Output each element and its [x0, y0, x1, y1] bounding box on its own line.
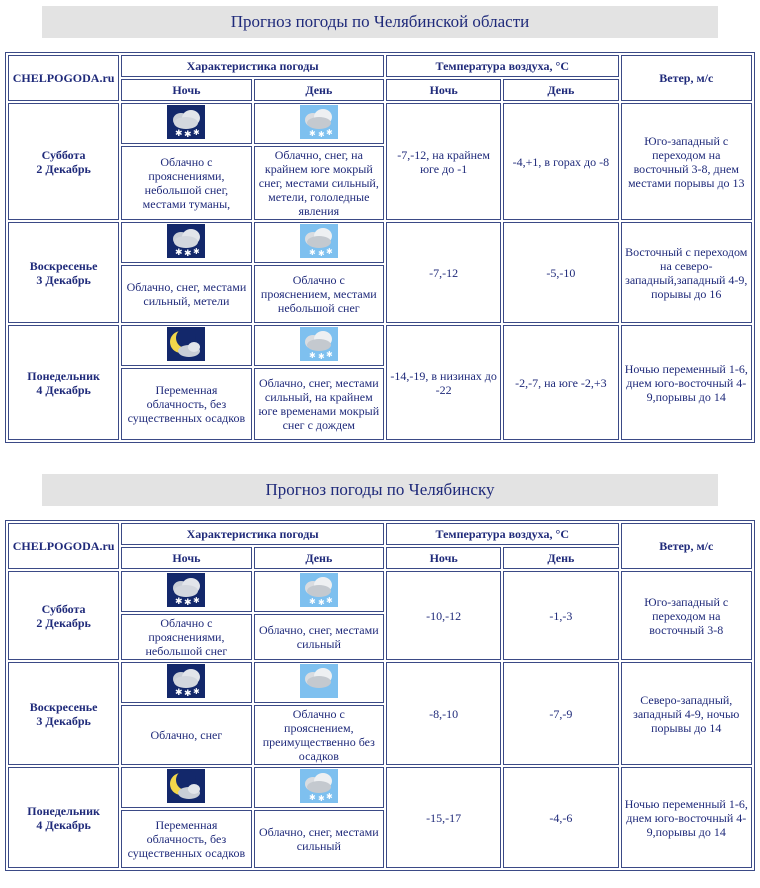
day-icon-cell — [254, 222, 384, 263]
table-row — [8, 662, 752, 703]
temp-night: -14,-19, в низинах до -22 — [386, 325, 501, 440]
svg-text:✱: ✱ — [317, 598, 325, 607]
temperature-header: Температура воздуха, °С — [386, 55, 619, 77]
svg-text:✱: ✱ — [184, 598, 192, 607]
wind: Восточный с переходом на северо-западный,западный 4-9, порывы до 16 — [621, 222, 752, 323]
svg-text:✱: ✱ — [325, 247, 333, 256]
city-forecast-table — [5, 520, 755, 871]
night-description: Облачно, снег — [121, 705, 251, 765]
day-icon-cell — [254, 767, 384, 808]
cloud-snow-icon — [167, 664, 205, 701]
table-row — [8, 103, 752, 144]
moon-cloud-icon — [167, 769, 205, 806]
temp-night-header: Ночь — [386, 79, 501, 101]
temp-night: -15,-17 — [386, 767, 501, 868]
table-row — [8, 571, 752, 612]
day-label — [8, 325, 119, 440]
svg-text:✱: ✱ — [317, 249, 325, 258]
night-description: Облачно, снег, местами сильный, метели — [121, 265, 251, 323]
temp-day: -1,-3 — [503, 571, 618, 660]
temp-night-header: Ночь — [386, 547, 501, 569]
weekday: Понедельник — [27, 368, 100, 383]
night-icon-cell — [121, 662, 251, 703]
temp-day: -7,-9 — [503, 662, 618, 765]
cloud-icon — [300, 664, 338, 701]
cloud-snow-icon — [300, 224, 338, 261]
svg-text:✱: ✱ — [193, 596, 201, 605]
temp-night: -10,-12 — [386, 571, 501, 660]
svg-text:✱: ✱ — [193, 247, 201, 256]
day-label — [8, 103, 119, 220]
svg-text:✱: ✱ — [308, 597, 316, 606]
svg-text:✱: ✱ — [308, 351, 316, 360]
temp-day: -4,-6 — [503, 767, 618, 868]
wind-header: Ветер, м/с — [621, 55, 752, 101]
day-description: Облачно с прояснением, преимущественно без осадков — [254, 705, 384, 765]
temperature-header: Температура воздуха, °С — [386, 523, 619, 545]
day-description: Облачно, снег, на крайнем юге мокрый снег, местами сильный, метели, гололедные явления — [254, 146, 384, 220]
wind-header: Ветер, м/с — [621, 523, 752, 569]
svg-text:✱: ✱ — [325, 792, 333, 801]
svg-text:✱: ✱ — [308, 248, 316, 257]
date: 2 Декабрь — [36, 615, 91, 630]
date: 3 Декабрь — [36, 713, 91, 728]
day-description: Облачно, снег, местами сильный — [254, 810, 384, 868]
day-icon-cell — [254, 325, 384, 366]
svg-text:✱: ✱ — [184, 130, 192, 139]
temp-day: -2,-7, на юге -2,+3 — [503, 325, 618, 440]
svg-text:✱: ✱ — [317, 794, 325, 803]
svg-text:✱: ✱ — [175, 129, 183, 139]
table-row — [8, 325, 752, 366]
temp-night: -7,-12 — [386, 222, 501, 323]
night-icon-cell — [121, 103, 251, 144]
temp-day: -5,-10 — [503, 222, 618, 323]
svg-text:✱: ✱ — [317, 130, 325, 139]
temp-day-header: День — [503, 79, 618, 101]
day-header: День — [254, 547, 384, 569]
svg-text:✱: ✱ — [325, 350, 333, 359]
cloud-snow-icon — [300, 105, 338, 142]
svg-text:✱: ✱ — [193, 128, 201, 137]
region-forecast-table — [5, 52, 755, 443]
date: 3 Декабрь — [36, 272, 91, 287]
region-forecast-title: Прогноз погоды по Челябинской области — [42, 6, 718, 38]
date: 4 Декабрь — [36, 382, 91, 397]
cloud-snow-icon — [167, 573, 205, 610]
date: 4 Декабрь — [36, 817, 91, 832]
weekday: Суббота — [41, 601, 86, 616]
brand-label: CHELPOGODA.ru — [8, 523, 119, 569]
night-icon-cell — [121, 222, 251, 263]
temp-night: -8,-10 — [386, 662, 501, 765]
day-header: День — [254, 79, 384, 101]
characteristics-header: Характеристика погоды — [121, 55, 384, 77]
weekday: Понедельник — [27, 803, 100, 818]
svg-text:✱: ✱ — [184, 249, 192, 258]
wind: Ночью переменный 1-6, днем юго-восточный 4-9,порывы до 14 — [621, 767, 752, 868]
table-row — [8, 767, 752, 808]
svg-text:✱: ✱ — [175, 688, 183, 698]
brand-label: CHELPOGODA.ru — [8, 55, 119, 101]
svg-text:✱: ✱ — [184, 689, 192, 698]
day-description: Облачно, снег, местами сильный — [254, 614, 384, 660]
cloud-snow-icon — [300, 573, 338, 610]
svg-text:✱: ✱ — [325, 596, 333, 605]
temp-day: -4,+1, в горах до -8 — [503, 103, 618, 220]
day-description: Облачно с прояснением, местами небольшой снег — [254, 265, 384, 323]
cloud-snow-icon — [300, 327, 338, 364]
temp-night: -7,-12, на крайнем юге до -1 — [386, 103, 501, 220]
day-label — [8, 662, 119, 765]
moon-cloud-icon — [167, 327, 205, 364]
day-label — [8, 767, 119, 868]
wind: Юго-западный с переходом на восточный 3-8 — [621, 571, 752, 660]
table-row — [8, 222, 752, 263]
night-icon-cell — [121, 325, 251, 366]
day-icon-cell — [254, 571, 384, 612]
wind: Ночью переменный 1-6, днем юго-восточный 4-9,порывы до 14 — [621, 325, 752, 440]
cloud-snow-icon — [167, 105, 205, 142]
night-icon-cell — [121, 767, 251, 808]
date: 2 Декабрь — [36, 161, 91, 176]
weekday: Воскресенье — [29, 699, 98, 714]
day-description: Облачно, снег, местами сильный, на крайнем юге временами мокрый снег с дождем — [254, 368, 384, 440]
svg-text:✱: ✱ — [175, 597, 183, 607]
weekday: Суббота — [41, 147, 86, 162]
day-label — [8, 571, 119, 660]
city-forecast-title: Прогноз погоды по Челябинску — [42, 474, 718, 506]
day-label — [8, 222, 119, 323]
wind: Северо-западный, западный 4-9, ночью порывы до 14 — [621, 662, 752, 765]
svg-text:✱: ✱ — [317, 352, 325, 361]
night-description: Переменная облачность, без существенных осадков — [121, 368, 251, 440]
characteristics-header: Характеристика погоды — [121, 523, 384, 545]
svg-text:✱: ✱ — [308, 793, 316, 802]
svg-text:✱: ✱ — [175, 248, 183, 258]
day-icon-cell — [254, 103, 384, 144]
night-icon-cell — [121, 571, 251, 612]
cloud-snow-icon — [300, 769, 338, 806]
night-header: Ночь — [121, 547, 251, 569]
weekday: Воскресенье — [29, 258, 98, 273]
day-icon-cell — [254, 662, 384, 703]
cloud-snow-icon — [167, 224, 205, 261]
svg-text:✱: ✱ — [308, 129, 316, 138]
svg-text:✱: ✱ — [325, 128, 333, 137]
night-description: Переменная облачность, без существенных осадков — [121, 810, 251, 868]
night-description: Облачно с прояснениями, небольшой снег — [121, 614, 251, 660]
svg-text:✱: ✱ — [193, 687, 201, 696]
temp-day-header: День — [503, 547, 618, 569]
wind: Юго-западный с переходом на восточный 3-8, днем местами порывы до 13 — [621, 103, 752, 220]
night-description: Облачно с прояснениями, небольшой снег, местами туманы, — [121, 146, 251, 220]
night-header: Ночь — [121, 79, 251, 101]
